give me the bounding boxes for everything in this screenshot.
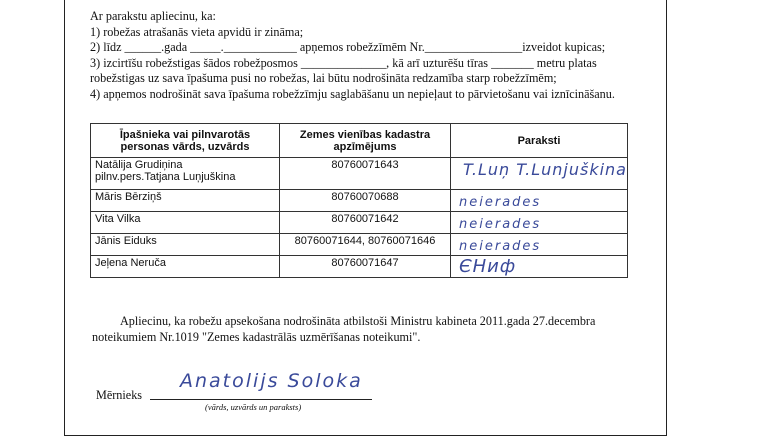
header-owner: Īpašnieka vai pilnvarotās personas vārds, uzvārds <box>91 124 280 158</box>
table-row <box>91 158 628 190</box>
header-signature: Paraksti <box>451 124 628 158</box>
owner-name: Jānis Eiduks <box>91 234 280 256</box>
signature-cell <box>451 234 628 256</box>
parcel-code: 80760071642 <box>280 212 451 234</box>
header-parcel: Zemes vienības kadastra apzīmējums <box>280 124 451 158</box>
table-row <box>91 190 628 212</box>
declaration-lead: Ar parakstu apliecinu, ka: <box>90 9 216 23</box>
declaration-item-3: 3) izcirtīšu robežstigas šādos robežposmos ______________, kā arī uzturēšu tīras _______ metru platas <box>90 55 597 70</box>
surveyor-signature-caption: (vārds, uzvārds un paraksts) <box>205 402 302 412</box>
signature-cell <box>451 212 628 234</box>
signature-cell <box>451 256 628 278</box>
conclusion-line-1: Apliecinu, ka robežu apsekošana nodrošināta atbilstoši Ministru kabineta 2011.gada 27.decembra <box>120 314 596 328</box>
surveyor-signature-line <box>150 399 372 400</box>
declaration-item-2: 2) līdz ______.gada _____.____________ apņemos robežzīmēm Nr.________________izveidot kupicas; <box>90 40 606 55</box>
owner-proxy: pilnv.pers.Tatjana Luņjuškina <box>95 171 236 183</box>
surveyor-signature: Anatolijs Soloka <box>180 370 363 392</box>
handwritten-note: neierades <box>459 195 542 210</box>
parcel-code: 80760071643 <box>280 158 451 190</box>
declaration-item-1: 1) robežas atrašanās vieta apvidū ir zināma; <box>90 24 304 39</box>
handwritten-signature: T.Luņ T.Lunjuškina <box>463 160 627 179</box>
signature-cell <box>451 158 628 190</box>
table-row <box>91 212 628 234</box>
owner-name-cell <box>91 158 280 190</box>
handwritten-note: neierades <box>459 239 542 254</box>
handwritten-note: neierades <box>459 217 542 232</box>
parcel-code: 80760071644, 80760071646 <box>280 234 451 256</box>
declaration-item-4: 4) apņemos nodrošināt sava īpašuma robežzīmju saglabāšanu un nepieļaut to pārvietošanu vai iznīcināšanu. <box>90 86 615 101</box>
owner-name: Natālija Grudiņina <box>95 159 183 171</box>
owner-name: Māris Bērziņš <box>91 190 280 212</box>
page-frame-left <box>64 0 65 436</box>
surveyor-label: Mērnieks <box>96 388 143 402</box>
declaration-item-3-cont: robežstigas uz sava īpašuma pusi no robežas, lai būtu nodrošināta redzamība starp robežzīmēm; <box>90 71 557 86</box>
page-frame-bottom <box>64 435 667 436</box>
parcel-code: 80760070688 <box>280 190 451 212</box>
table-row <box>91 234 628 256</box>
parcel-code: 80760071647 <box>280 256 451 278</box>
table-header-row <box>91 124 628 158</box>
declaration-paragraph <box>90 9 660 103</box>
owner-name: Jeļena Neruča <box>91 256 280 278</box>
signature-cell <box>451 190 628 212</box>
handwritten-signature: ЄНиф <box>459 256 517 277</box>
owners-signature-table <box>90 123 628 278</box>
owner-name: Vita Vilka <box>91 212 280 234</box>
conclusion-paragraph <box>92 313 652 345</box>
conclusion-line-2: noteikumiem Nr.1019 "Zemes kadastrālās uzmērīšanas noteikumi". <box>92 330 421 344</box>
page-frame-right <box>666 0 667 436</box>
table-row <box>91 256 628 278</box>
